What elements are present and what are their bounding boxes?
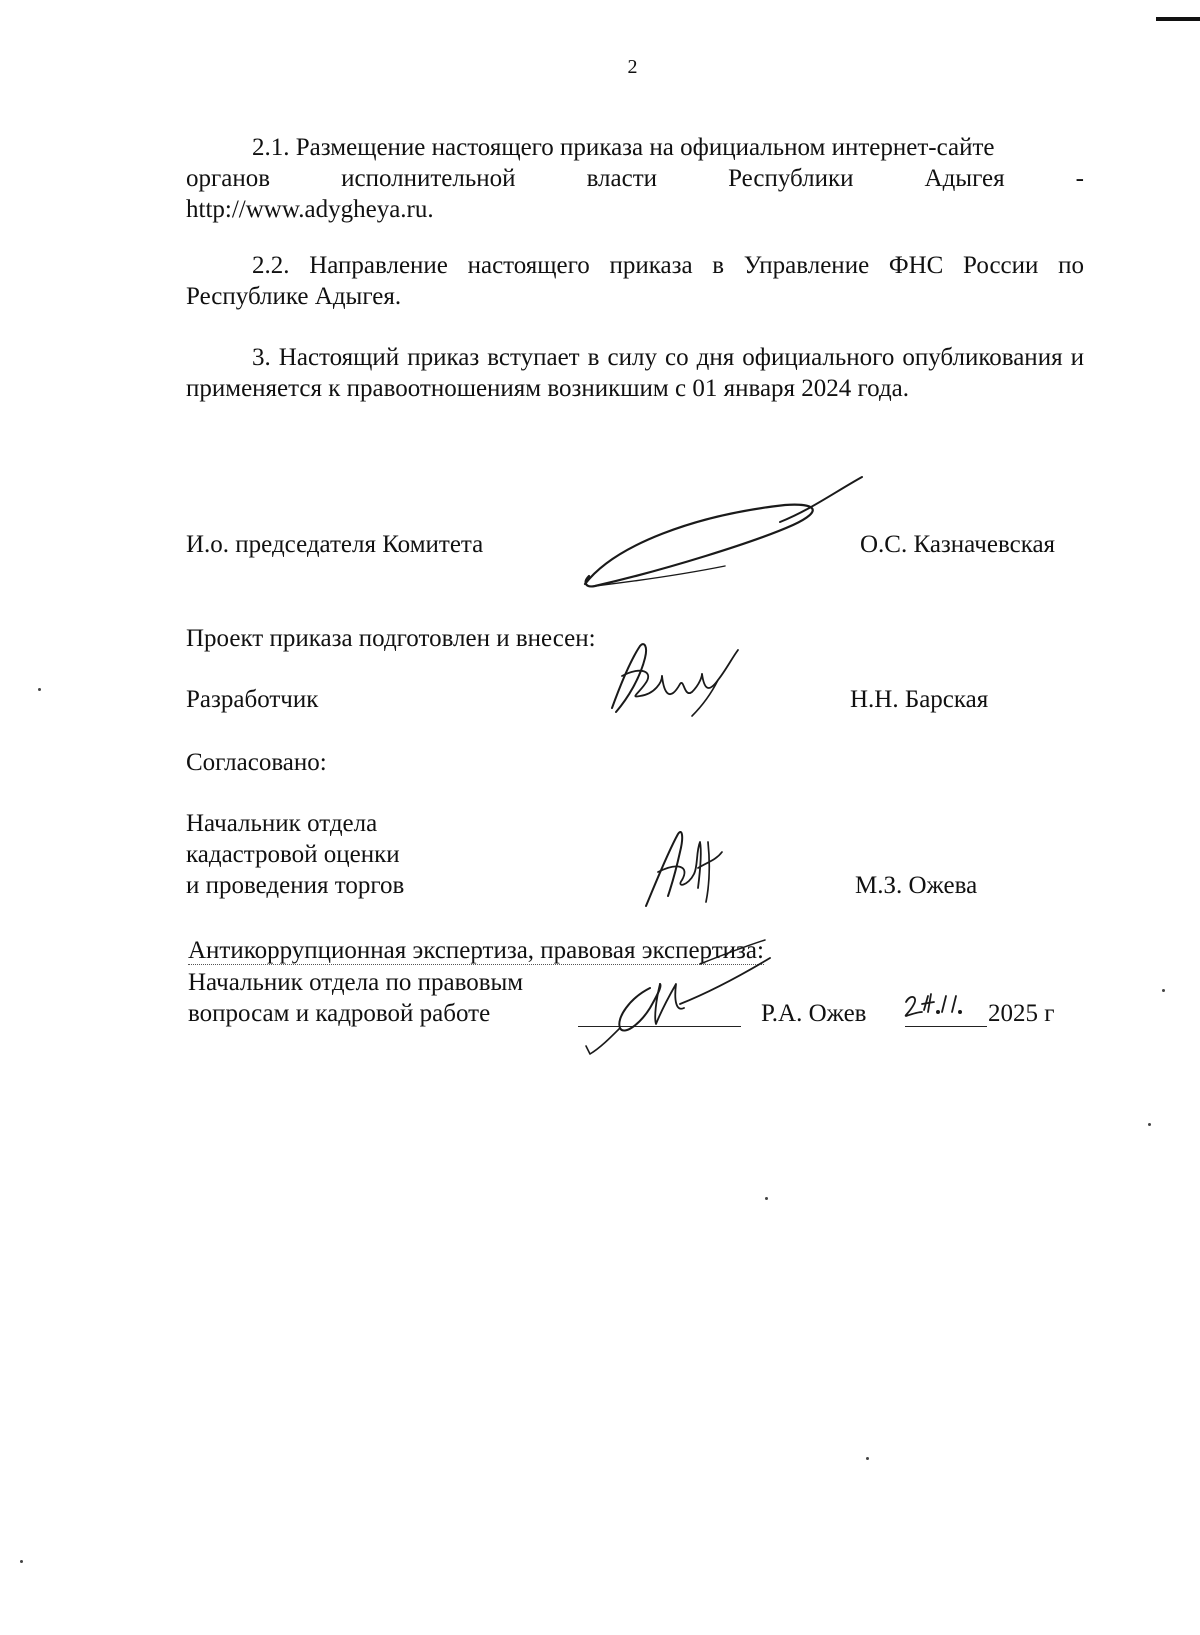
- scan-speck: [38, 688, 41, 691]
- scan-speck: [866, 1457, 869, 1460]
- legal-title-line-2: вопросам и кадровой работе: [188, 1000, 491, 1027]
- word: Адыгея: [924, 165, 1005, 192]
- word: органов: [186, 165, 271, 192]
- scan-speck: [765, 1197, 768, 1200]
- word: Республики: [728, 165, 854, 192]
- word: власти: [586, 165, 658, 192]
- scan-speck: [20, 1560, 23, 1563]
- legal-signature: [580, 928, 780, 1063]
- paragraph-2-1-line-2: [186, 163, 1084, 194]
- prepared-heading: Проект приказа подготовлен и внесен:: [186, 625, 596, 652]
- paragraph-3: 3. Настоящий приказ вступает в силу со дня официального опубликования и применяется к правоотношениям возникшим с 01 января 2024 года.: [186, 344, 1084, 402]
- agreed-heading: Согласовано:: [186, 749, 327, 776]
- paragraph-2-1-line-1: 2.1. Размещение настоящего приказа на официальном интернет-сайте: [252, 134, 995, 161]
- chairman-title: И.о. председателя Комитета: [186, 531, 484, 558]
- legal-title-line-1: Начальник отдела по правовым: [188, 969, 524, 996]
- cadastral-signature: [638, 822, 738, 912]
- date-underline: [905, 1026, 987, 1027]
- scan-speck: [1148, 1123, 1151, 1126]
- word: исполнительной: [341, 165, 516, 192]
- paragraph-2-2: 2.2. Направление настоящего приказа в Управление ФНС России по Республике Адыгея.: [186, 252, 1084, 310]
- paragraph-2-1: [186, 132, 1084, 225]
- legal-year: 2025 г: [988, 1000, 1055, 1027]
- scan-speck: [1162, 989, 1165, 992]
- paragraph-2-1-line-3: http://www.adygheya.ru.: [186, 196, 434, 223]
- scan-edge-mark: [1156, 17, 1200, 21]
- cadastral-name: М.З. Ожева: [855, 872, 978, 899]
- cadastral-title-line-1: Начальник отдела: [186, 810, 378, 837]
- handwritten-date-mark: [900, 990, 980, 1024]
- cadastral-title-line-3: и проведения торгов: [186, 872, 405, 899]
- expertise-heading: Антикоррупционная экспертиза, правовая экспертиза:: [188, 937, 764, 964]
- developer-name: Н.Н. Барская: [850, 686, 989, 713]
- developer-title: Разработчик: [186, 686, 319, 713]
- chairman-name: О.С. Казначевская: [860, 531, 1056, 558]
- cadastral-title-line-2: кадастровой оценки: [186, 841, 400, 868]
- word: -: [1075, 165, 1084, 192]
- chairman-signature: [575, 470, 875, 595]
- developer-signature: [600, 636, 750, 721]
- page-number: 2: [627, 56, 638, 78]
- legal-name: Р.А. Ожев: [761, 1000, 867, 1027]
